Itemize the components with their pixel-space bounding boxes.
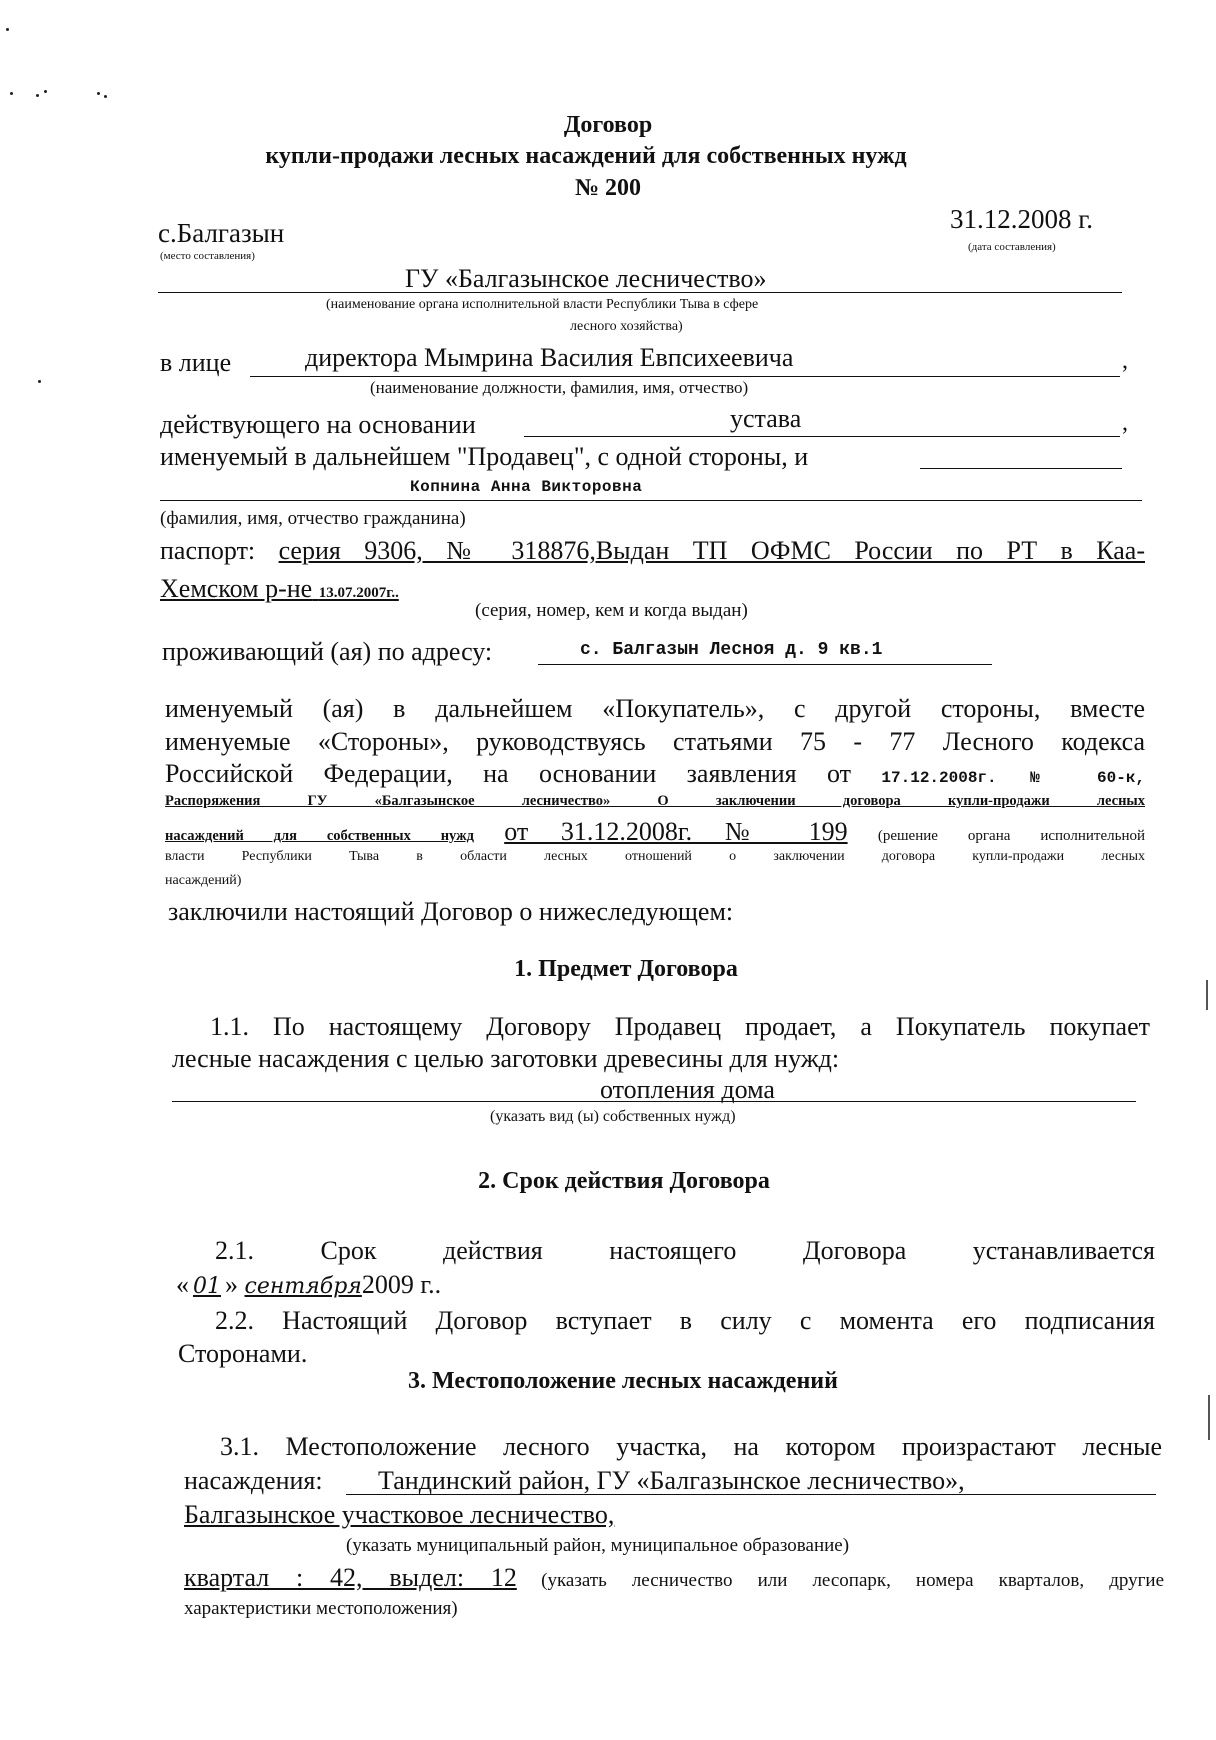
named-as-line: [920, 468, 1122, 469]
section-1-p1-line-2: лесные насаждения с целью заготовки древесины для нужд:: [172, 1044, 840, 1073]
preamble-line-4: Распоряжения ГУ «Балгазынское лесничество» О заключении договора купли-продажи лесных: [165, 793, 1145, 809]
section-3-p1-line-1: 3.1. Местоположение лесного участка, на котором произрастают лесные: [220, 1432, 1162, 1461]
scan-speck: [44, 90, 47, 93]
buyer-name-caption: (фамилия, имя, отчество гражданина): [160, 508, 466, 529]
address-line: [538, 664, 992, 665]
application-ref: 17.12.2008г. № 60-к,: [881, 769, 1146, 787]
section-1-heading: 1. Предмет Договора: [514, 956, 738, 982]
passport-region: Хемском р-не: [160, 574, 313, 603]
preamble-line-8: заключили настоящий Договор о нижеследующем:: [168, 897, 734, 926]
scan-edge-mark: [1206, 980, 1208, 1010]
location-place-2: Балгазынское участковое лесничество,: [184, 1500, 615, 1529]
term-day: 01: [193, 1274, 221, 1299]
order-caption: (решение органа исполнительной: [877, 828, 1145, 844]
place-value: с.Балгазын: [158, 218, 285, 248]
location-place: Тандинский район, ГУ «Балгазынское лесничество»,: [378, 1466, 965, 1495]
buyer-name-line: [160, 500, 1142, 501]
preamble-line-1: именуемый (ая) в дальнейшем «Покупатель», с другой стороны, вместе: [165, 694, 1145, 723]
order-date: от 31.12.2008г. № 199: [504, 817, 848, 846]
document-subtitle: купли-продажи лесных насаждений для собственных нужд: [265, 143, 907, 169]
buyer-address: с. Балгазын Лесноя д. 9 кв.1: [580, 640, 883, 660]
passport-line-1: [160, 536, 1145, 566]
seller-named-as: именуемый в дальнейшем "Продавец", с одной стороны, и: [160, 442, 809, 471]
scan-speck: [38, 380, 41, 383]
seller-basis: устава: [730, 404, 802, 433]
basis-comma: ,: [1122, 410, 1128, 436]
section-3-p1-prefix: насаждения:: [184, 1466, 323, 1495]
passport-line-2: [160, 574, 399, 604]
preamble-line-3: [165, 759, 1145, 789]
section-2-p1-line-1: 2.1. Срок действия настоящего Договора устанавливается: [215, 1236, 1155, 1265]
seller-org-caption: (наименование органа исполнительной власти Республики Тыва в сфере: [326, 297, 759, 312]
seller-person: директора Мымрина Василия Евпсихеевича: [305, 343, 794, 372]
needs-caption: (указать вид (ы) собственных нужд): [490, 1108, 736, 1125]
date-caption: (дата составления): [968, 241, 1056, 253]
scan-edge-mark: [1208, 1395, 1210, 1440]
quarter-caption-2: характеристики местоположения): [184, 1598, 458, 1619]
order-ref: насаждений для собственных нужд: [165, 828, 474, 844]
passport-details: серия 9306, № 318876,Выдан ТП ОФМС России по РТ в Каа-: [278, 536, 1145, 565]
document-number: № 200: [574, 175, 642, 201]
seller-org-caption-2: лесного хозяйства): [570, 319, 683, 334]
quarter-line: [184, 1563, 1164, 1593]
scan-speck: [10, 92, 13, 95]
needs-value: отопления дома: [600, 1075, 775, 1104]
basis-prefix: действующего на основании: [160, 410, 476, 439]
quarter-value: квартал : 42, выдел: 12: [184, 1563, 517, 1592]
section-3-heading: 3. Местоположение лесных насаждений: [408, 1368, 838, 1394]
person-prefix: в лице: [160, 348, 232, 377]
term-month: сентября: [244, 1274, 362, 1299]
passport-caption: (серия, номер, кем и когда выдан): [475, 600, 748, 621]
scan-speck: [36, 94, 39, 97]
person-line: [250, 376, 1120, 377]
seller-org: ГУ «Балгазынское лесничество»: [405, 264, 767, 293]
basis-line: [524, 436, 1120, 437]
section-2-heading: 2. Срок действия Договора: [478, 1168, 770, 1194]
section-1-p1-line-1: 1.1. По настоящему Договору Продавец продает, а Покупатель покупает: [210, 1012, 1150, 1041]
address-prefix: проживающий (ая) по адресу:: [162, 637, 493, 666]
section-2-p1-line-2: [176, 1270, 441, 1300]
term-year: 2009: [361, 1270, 414, 1299]
scan-speck: [6, 28, 9, 31]
location-caption: (указать муниципальный район, муниципальное образование): [346, 1535, 850, 1556]
quarter-caption: (указать лесничество или лесопарк, номера кварталов, другие: [541, 1570, 1165, 1591]
buyer-name: Копнина Анна Викторовна: [410, 478, 643, 496]
scan-speck: [97, 92, 100, 95]
passport-prefix: паспорт:: [160, 536, 256, 565]
preamble-basis: Российской Федерации, на основании заявления от: [165, 759, 852, 788]
date-value: 31.12.2008 г.: [950, 204, 1094, 234]
preamble-line-5: [165, 817, 1145, 847]
term-quote-open: «: [176, 1270, 189, 1299]
term-quote-close: »: [225, 1270, 238, 1299]
person-caption: (наименование должности, фамилия, имя, отчество): [370, 378, 749, 397]
preamble-line-2: именуемые «Стороны», руководствуясь статьями 75 - 77 Лесного кодекса: [165, 727, 1145, 756]
document-title: Договор: [563, 112, 653, 138]
scan-speck: [104, 95, 107, 98]
preamble-line-7: насаждений): [165, 873, 242, 888]
preamble-line-6: власти Республики Тыва в области лесных отношений о заключении договора купли-продажи лесных: [165, 849, 1145, 864]
section-2-p2-line-2: Сторонами.: [178, 1339, 308, 1368]
section-2-p2-line-1: 2.2. Настоящий Договор вступает в силу с момента его подписания: [215, 1306, 1155, 1335]
person-comma: ,: [1122, 348, 1128, 374]
passport-date: 13.07.2007г..: [318, 585, 399, 601]
term-suffix: г..: [420, 1270, 442, 1299]
place-caption: (место составления): [160, 250, 255, 262]
